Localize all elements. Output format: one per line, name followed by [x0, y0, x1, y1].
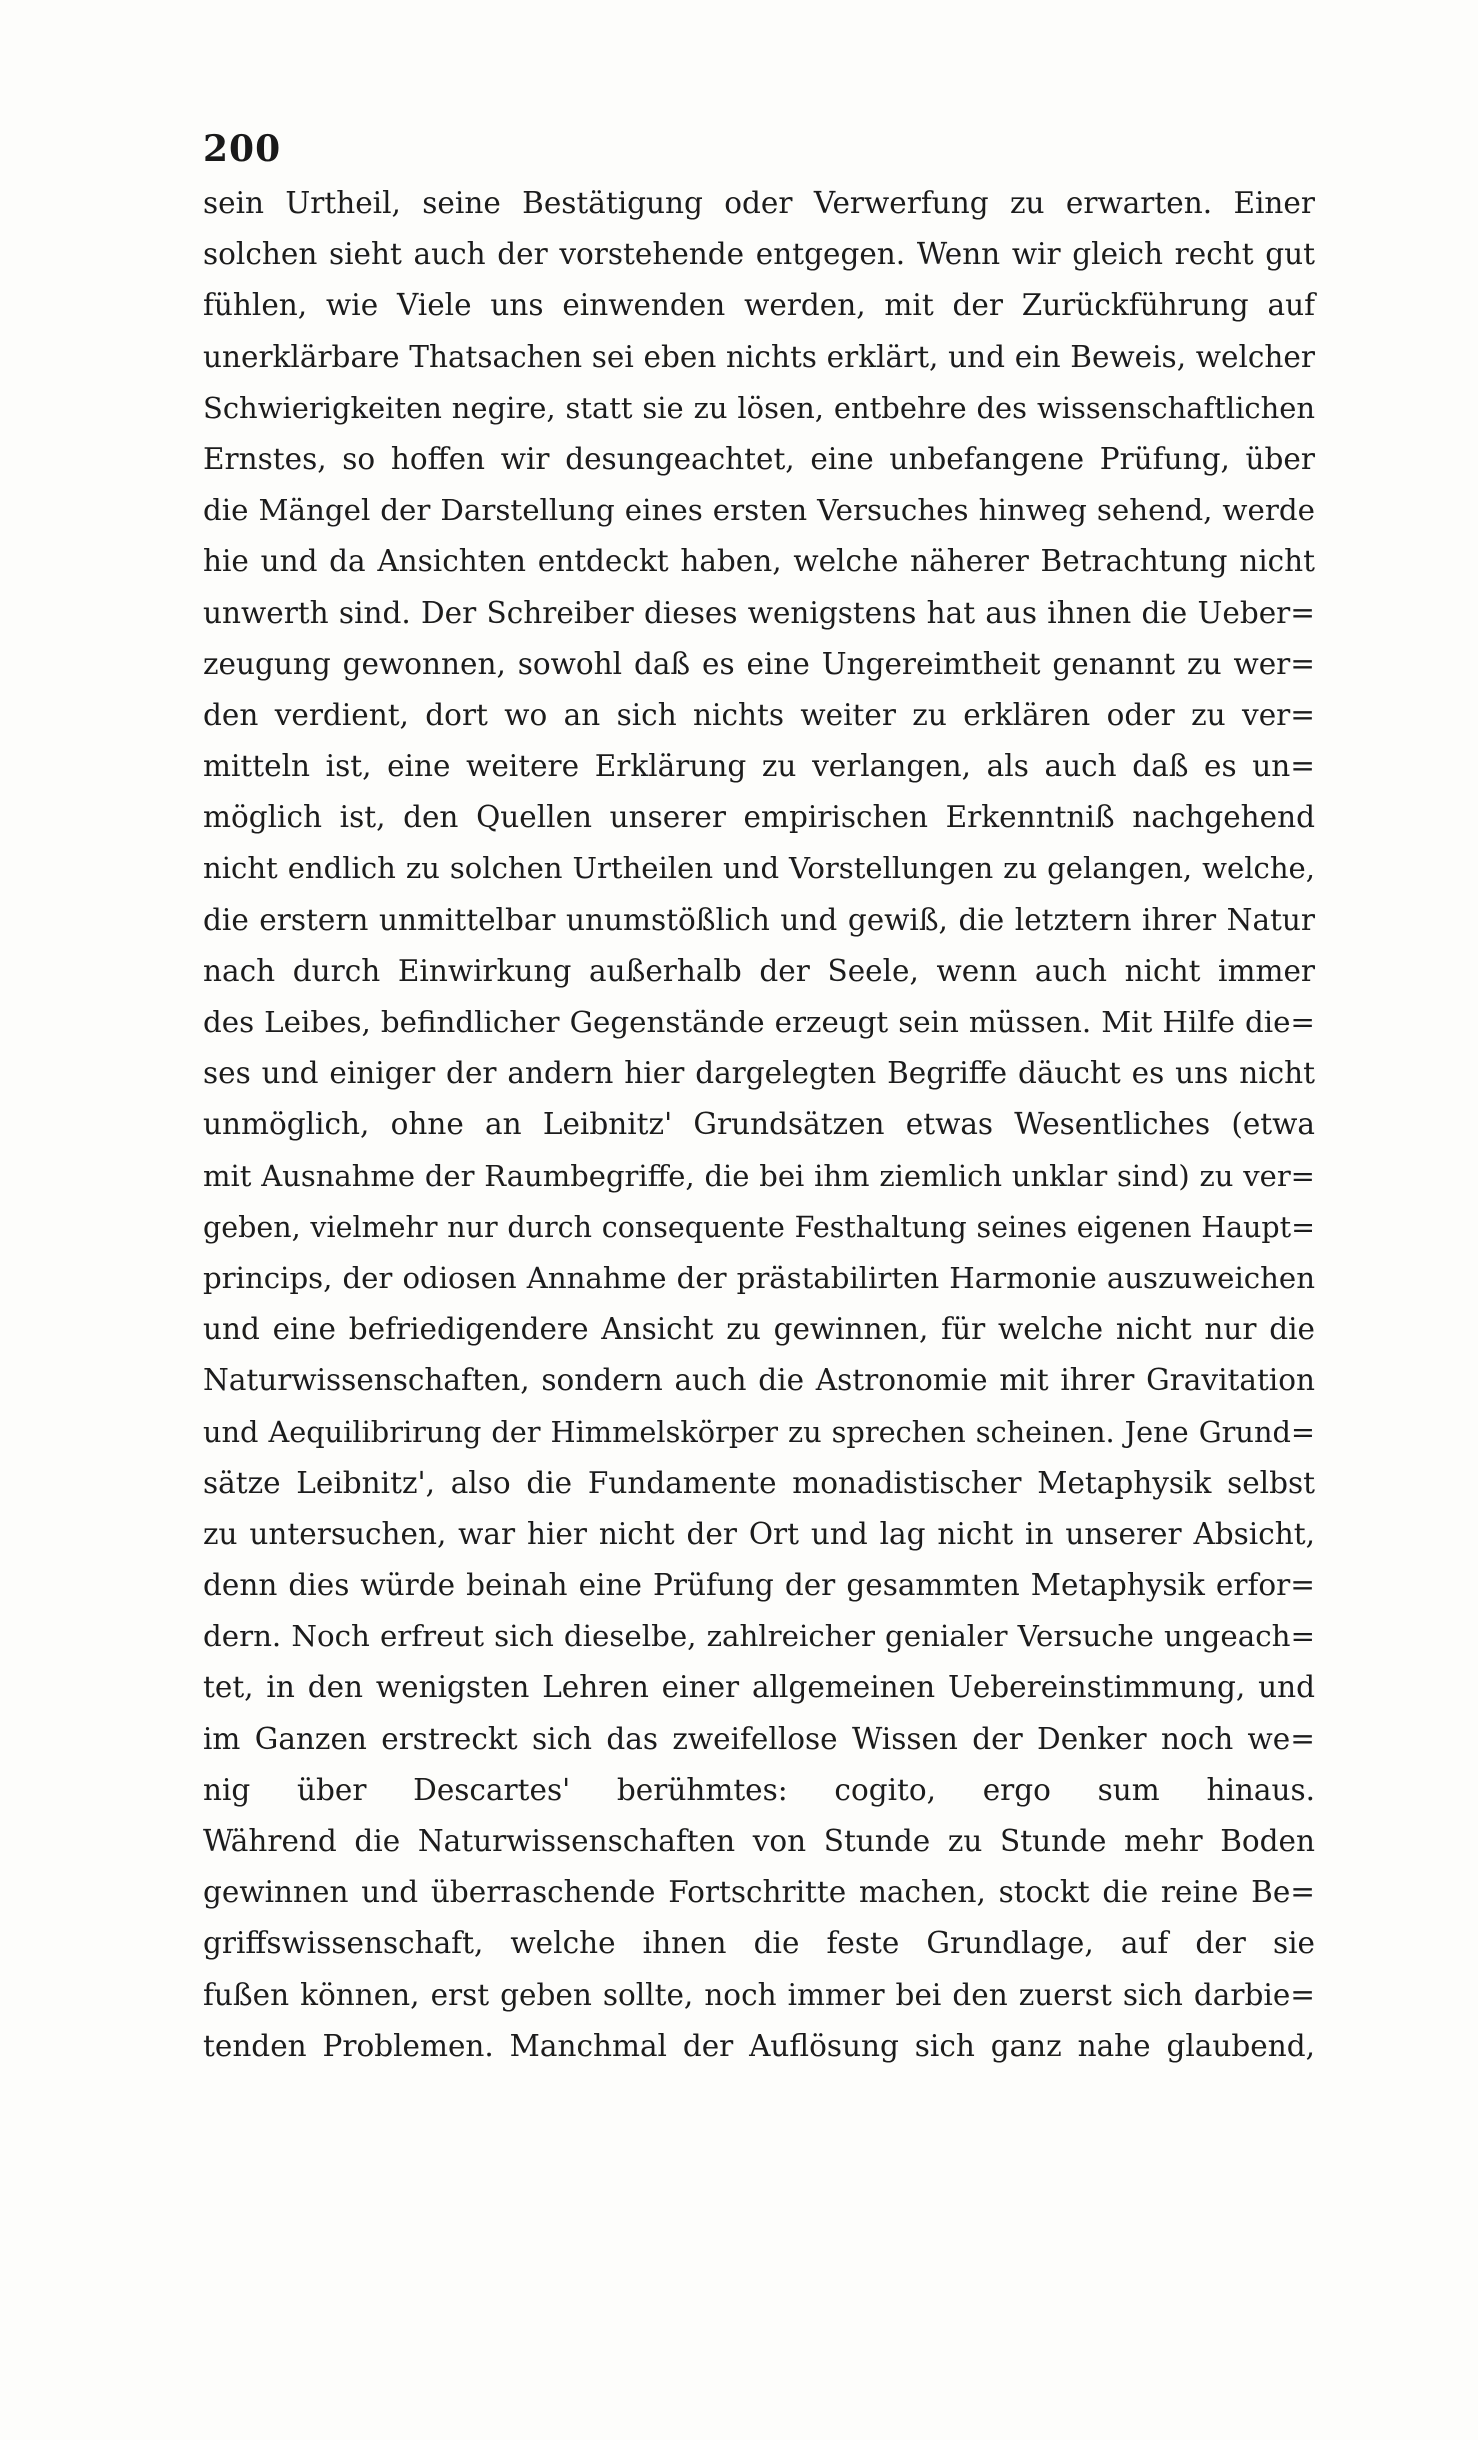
text-line: die Mängel der Darstellung eines ersten Versuches hinweg sehend, werde: [203, 493, 1315, 528]
text-line: Ernstes, so hoffen wir desungeachtet, eine unbefangene Prüfung, über: [203, 441, 1315, 476]
text-line: Während die Naturwissenschaften von Stunde zu Stunde mehr Boden: [203, 1824, 1315, 1858]
text-line: gewinnen und überraschende Fortschritte machen, stockt die reine Be=: [203, 1875, 1315, 1910]
text-line: unwerth sind. Der Schreiber dieses wenigstens hat aus ihnen die Ueber=: [203, 595, 1315, 630]
text-line: des Leibes, befindlicher Gegenstände erzeugt sein müssen. Mit Hilfe die=: [203, 1005, 1315, 1039]
text-line: Schwierigkeiten negire, statt sie zu lösen, entbehre des wissenschaftlichen: [203, 390, 1315, 425]
text-line: ses und einiger der andern hier dargelegten Begriffe däucht es uns nicht: [203, 1056, 1315, 1091]
text-line: Naturwissenschaften, sondern auch die Astronomie mit ihrer Gravitation: [203, 1363, 1315, 1398]
text-line: hie und da Ansichten entdeckt haben, welche näherer Betrachtung nicht: [203, 544, 1315, 579]
text-line: den verdient, dort wo an sich nichts weiter zu erklären oder zu ver=: [203, 697, 1315, 732]
text-line: solchen sieht auch der vorstehende entgegen. Wenn wir gleich recht gut: [203, 237, 1315, 272]
text-line: griffswissenschaft, welche ihnen die feste Grundlage, auf der sie: [203, 1926, 1315, 1961]
text-line: zu untersuchen, war hier nicht der Ort und lag nicht in unserer Absicht,: [203, 1516, 1315, 1551]
text-line: princips, der odiosen Annahme der prästabilirten Harmonie auszuweichen: [203, 1260, 1315, 1295]
text-line: mitteln ist, eine weitere Erklärung zu verlangen, als auch daß es un=: [203, 749, 1315, 784]
text-line: fühlen, wie Viele uns einwenden werden, mit der Zurückführung auf: [203, 288, 1315, 323]
text-line: unerklärbare Thatsachen sei eben nichts erklärt, und ein Beweis, welcher: [203, 339, 1315, 374]
text-line: tenden Problemen. Manchmal der Auflösung sich ganz nahe glaubend,: [203, 2028, 1315, 2063]
text-line: fußen können, erst geben sollte, noch immer bei den zuerst sich darbie=: [203, 1977, 1315, 2012]
text-line: im Ganzen erstreckt sich das zweifellose Wissen der Denker noch we=: [203, 1721, 1315, 1756]
text-line: nach durch Einwirkung außerhalb der Seele, wenn auch nicht immer: [203, 953, 1315, 988]
text-line: mit Ausnahme der Raumbegriffe, die bei ihm ziemlich unklar sind) zu ver=: [203, 1158, 1315, 1193]
text-line: nig über Descartes' berühmtes: cogito, ergo sum hinaus.: [203, 1772, 1315, 1807]
text-line: sätze Leibnitz', also die Fundamente monadistischer Metaphysik selbst: [203, 1465, 1315, 1500]
text-line: und eine befriedigendere Ansicht zu gewinnen, für welche nicht nur die: [203, 1312, 1315, 1347]
body-text: [203, 178, 1315, 2072]
text-line: nicht endlich zu solchen Urtheilen und Vorstellungen zu gelangen, welche,: [203, 851, 1315, 886]
text-line: tet, in den wenigsten Lehren einer allgemeinen Uebereinstimmung, und: [203, 1670, 1315, 1705]
text-line: unmöglich, ohne an Leibnitz' Grundsätzen etwas Wesentliches (etwa: [203, 1107, 1315, 1142]
page-number: 200: [203, 128, 282, 170]
text-line: denn dies würde beinah eine Prüfung der gesammten Metaphysik erfor=: [203, 1568, 1315, 1603]
text-line: möglich ist, den Quellen unserer empirischen Erkenntniß nachgehend: [203, 800, 1315, 835]
text-line: sein Urtheil, seine Bestätigung oder Verwerfung zu erwarten. Einer: [203, 186, 1315, 220]
text-line: die erstern unmittelbar unumstößlich und gewiß, die letztern ihrer Natur: [203, 902, 1315, 937]
text-line: zeugung gewonnen, sowohl daß es eine Ungereimtheit genannt zu wer=: [203, 646, 1315, 681]
text-line: dern. Noch erfreut sich dieselbe, zahlreicher genialer Versuche ungeach=: [203, 1619, 1315, 1654]
text-line: und Aequilibrirung der Himmelskörper zu sprechen scheinen. Jene Grund=: [203, 1414, 1315, 1449]
text-line: geben, vielmehr nur durch consequente Festhaltung seines eigenen Haupt=: [203, 1210, 1315, 1244]
